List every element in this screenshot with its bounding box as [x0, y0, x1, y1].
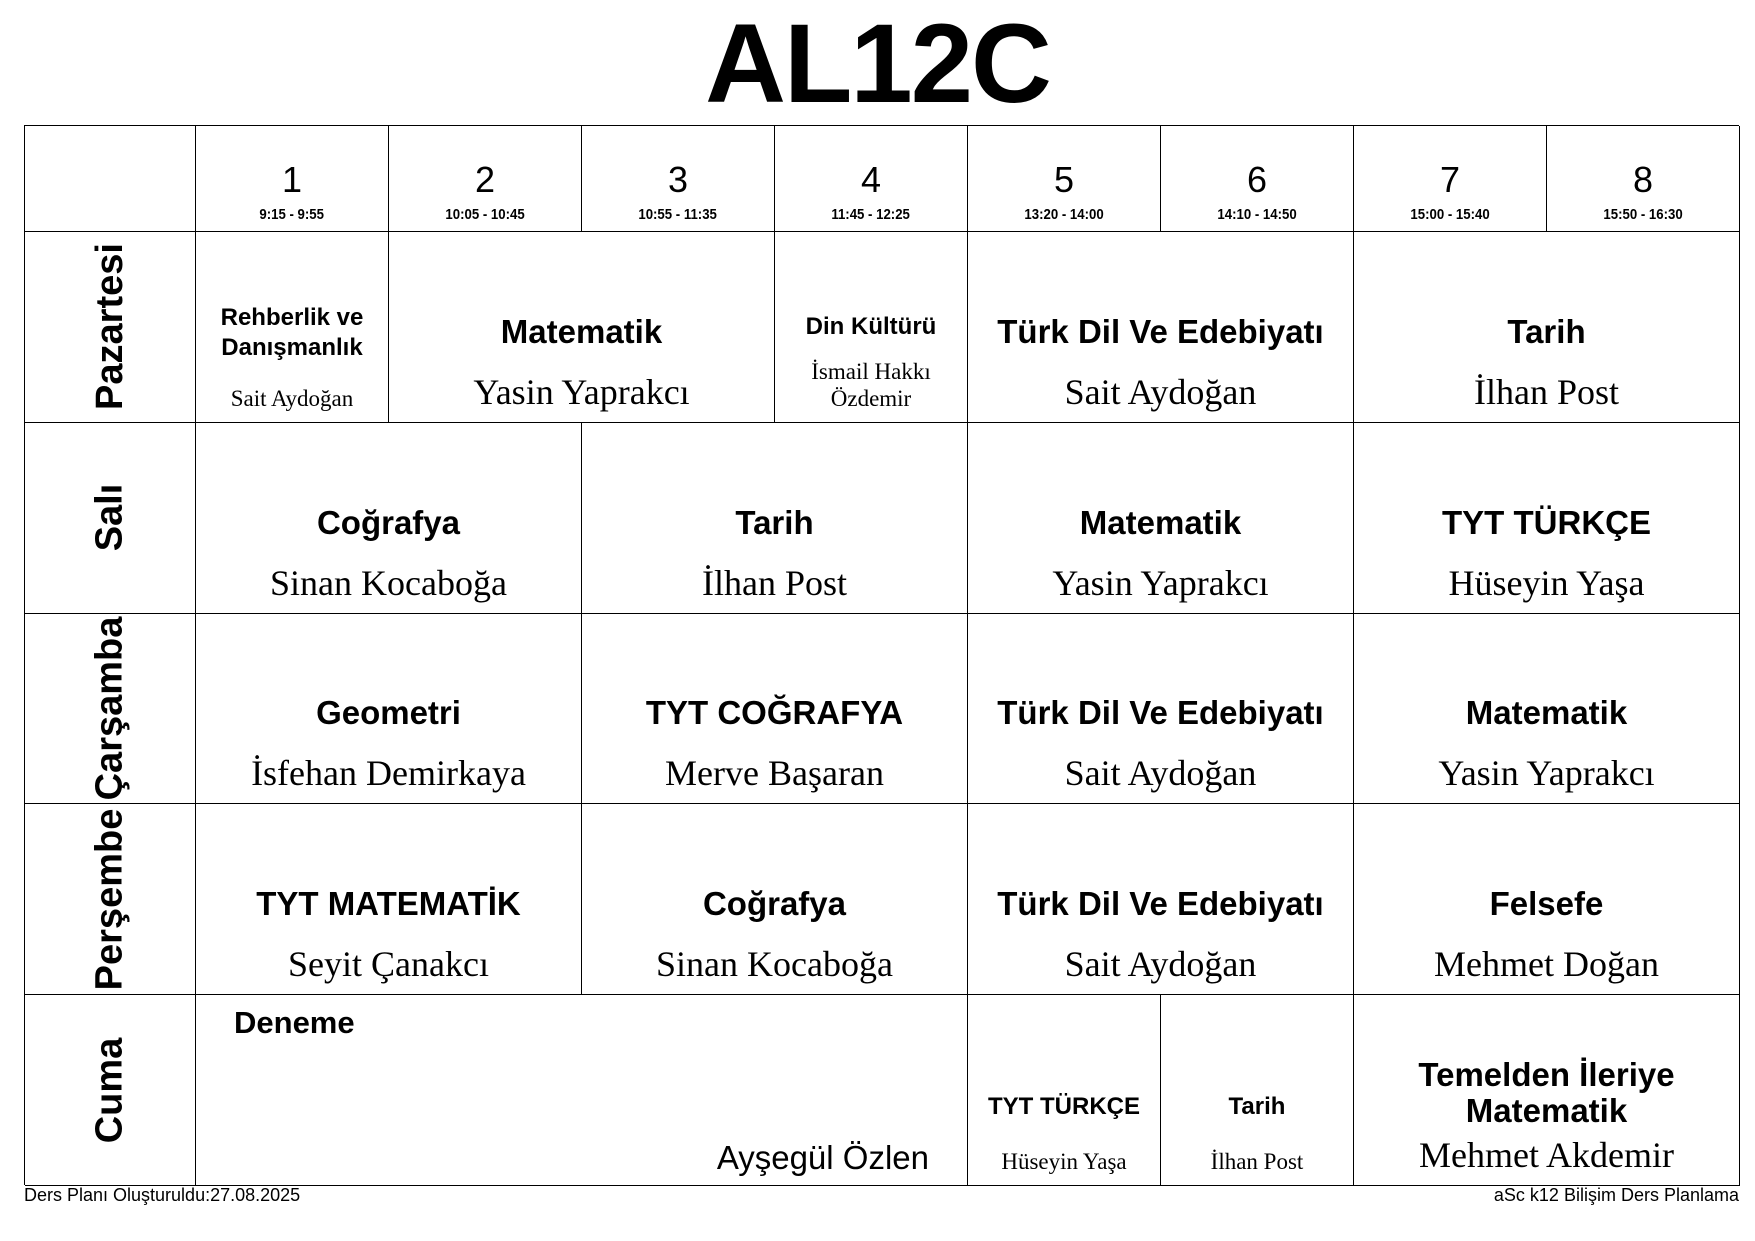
lesson-cell — [196, 804, 582, 995]
period-time: 15:50 - 16:30 — [1603, 206, 1683, 223]
lesson-cell — [196, 232, 389, 423]
day-label-cuma — [25, 995, 196, 1186]
lesson-teacher: Seyit Çanakcı — [288, 944, 489, 985]
period-header — [1161, 126, 1354, 232]
lesson-teacher: Hüseyin Yaşa — [1001, 1148, 1127, 1174]
day-label-sali — [25, 423, 196, 614]
lesson-cell — [1354, 804, 1740, 995]
lesson-subject: Türk Dil Ve Edebiyatı — [997, 885, 1324, 923]
lesson-subject: Din Kültürü — [805, 312, 937, 340]
lesson-teacher-line: İsmail Hakkı — [811, 358, 931, 384]
lesson-subject: Türk Dil Ve Edebiyatı — [997, 694, 1324, 732]
day-label-text: Perşembe — [88, 808, 131, 991]
lesson-subject: TYT COĞRAFYA — [645, 694, 904, 732]
period-number: 7 — [1439, 159, 1461, 200]
lesson-teacher: İlhan Post — [1210, 1148, 1304, 1174]
period-header — [775, 126, 968, 232]
lesson-teacher: Sinan Kocaboğa — [270, 562, 507, 603]
lesson-teacher: Mehmet Doğan — [1434, 944, 1659, 985]
lesson-cell — [1161, 995, 1354, 1186]
lesson-cell — [1354, 232, 1740, 423]
lesson-teacher — [811, 358, 930, 412]
lesson-cell — [1354, 995, 1740, 1186]
period-header — [968, 126, 1161, 232]
lesson-subject: TYT MATEMATİK — [256, 885, 521, 923]
lesson-subject: Geometri — [316, 694, 461, 732]
period-time: 9:15 - 9:55 — [259, 206, 325, 223]
period-header — [1547, 126, 1740, 232]
footer-software-credit: aSc k12 Bilişim Ders Planlama — [1493, 1185, 1739, 1205]
lesson-subject-line: Matematik — [1465, 1091, 1628, 1129]
period-header — [389, 126, 582, 232]
lesson-teacher: Sait Aydoğan — [230, 385, 354, 411]
lesson-teacher: Mehmet Akdemir — [1419, 1134, 1674, 1175]
timetable-grid — [24, 125, 1739, 1185]
day-label-text: Salı — [88, 483, 131, 552]
corner-cell — [25, 126, 196, 232]
period-time: 11:45 - 12:25 — [831, 206, 911, 223]
lesson-cell — [1354, 614, 1740, 805]
lesson-teacher: Ayşegül Özlen — [716, 1138, 929, 1176]
day-label-pazartesi — [25, 232, 196, 423]
lesson-teacher: İsfehan Demirkaya — [251, 753, 526, 794]
lesson-subject — [221, 303, 364, 363]
period-number: 2 — [474, 159, 496, 200]
lesson-teacher: Sait Aydoğan — [1064, 371, 1257, 412]
period-time: 13:20 - 14:00 — [1024, 206, 1104, 223]
lesson-subject: Tarih — [1228, 1092, 1286, 1120]
period-number: 1 — [281, 159, 303, 200]
lesson-teacher-line: Özdemir — [830, 385, 912, 411]
footer-created-date: Ders Planı Oluşturuldu:27.08.2025 — [24, 1185, 301, 1205]
period-time: 14:10 - 14:50 — [1217, 206, 1297, 223]
lesson-cell — [968, 804, 1354, 995]
lesson-teacher: Yasin Yaprakcı — [1438, 753, 1655, 794]
lesson-cell — [968, 995, 1161, 1186]
lesson-subject: Coğrafya — [316, 503, 461, 541]
lesson-subject: Matematik — [1465, 694, 1628, 732]
lesson-teacher: Yasin Yaprakcı — [1052, 562, 1269, 603]
lesson-cell — [389, 232, 775, 423]
lesson-cell — [582, 423, 968, 614]
lesson-teacher: Sait Aydoğan — [1064, 944, 1257, 985]
lesson-cell — [968, 423, 1354, 614]
lesson-teacher: Sinan Kocaboğa — [656, 944, 893, 985]
lesson-subject: TYT TÜRKÇE — [988, 1092, 1140, 1120]
lesson-subject: Türk Dil Ve Edebiyatı — [997, 312, 1324, 350]
timetable-title: AL12C — [705, 1, 1050, 126]
lesson-teacher: Yasin Yaprakcı — [473, 371, 690, 412]
period-time: 10:55 - 11:35 — [638, 206, 718, 223]
lesson-subject — [1418, 1057, 1674, 1129]
lesson-teacher: Sait Aydoğan — [1064, 753, 1257, 794]
day-label-persembe — [25, 804, 196, 995]
lesson-teacher: İlhan Post — [1473, 371, 1619, 412]
lesson-cell — [196, 423, 582, 614]
day-label-text: Çarşamba — [88, 616, 131, 801]
lesson-subject: Matematik — [500, 312, 663, 350]
period-number: 6 — [1246, 159, 1268, 200]
period-number: 5 — [1053, 159, 1075, 200]
lesson-cell — [968, 614, 1354, 805]
lesson-subject-line: Temelden İleriye — [1418, 1055, 1675, 1093]
period-header — [582, 126, 775, 232]
period-header — [196, 126, 389, 232]
lesson-subject-line: Rehberlik ve — [220, 303, 364, 331]
lesson-cell — [582, 804, 968, 995]
lesson-cell — [775, 232, 968, 423]
lesson-subject: Tarih — [735, 503, 814, 541]
period-time: 15:00 - 15:40 — [1410, 206, 1490, 223]
lesson-cell — [196, 614, 582, 805]
period-number: 3 — [667, 159, 689, 200]
lesson-teacher: Merve Başaran — [665, 753, 884, 794]
period-number: 4 — [860, 159, 882, 200]
lesson-cell — [196, 995, 968, 1186]
lesson-teacher: İlhan Post — [701, 562, 847, 603]
period-time: 10:05 - 10:45 — [445, 206, 525, 223]
lesson-subject-line: Danışmanlık — [221, 333, 363, 361]
lesson-subject: Felsefe — [1489, 885, 1604, 923]
lesson-subject: Tarih — [1507, 312, 1586, 350]
lesson-subject: TYT TÜRKÇE — [1442, 503, 1651, 541]
lesson-cell — [1354, 423, 1740, 614]
lesson-subject: Deneme — [234, 1005, 355, 1041]
lesson-teacher: Hüseyin Yaşa — [1448, 562, 1645, 603]
day-label-text: Pazartesi — [88, 243, 131, 411]
lesson-cell — [582, 614, 968, 805]
day-label-text: Cuma — [88, 1037, 131, 1143]
lesson-cell — [968, 232, 1354, 423]
period-header — [1354, 126, 1547, 232]
lesson-subject: Coğrafya — [702, 885, 847, 923]
period-number: 8 — [1632, 159, 1654, 200]
lesson-subject: Matematik — [1079, 503, 1242, 541]
day-label-carsamba — [25, 614, 196, 805]
